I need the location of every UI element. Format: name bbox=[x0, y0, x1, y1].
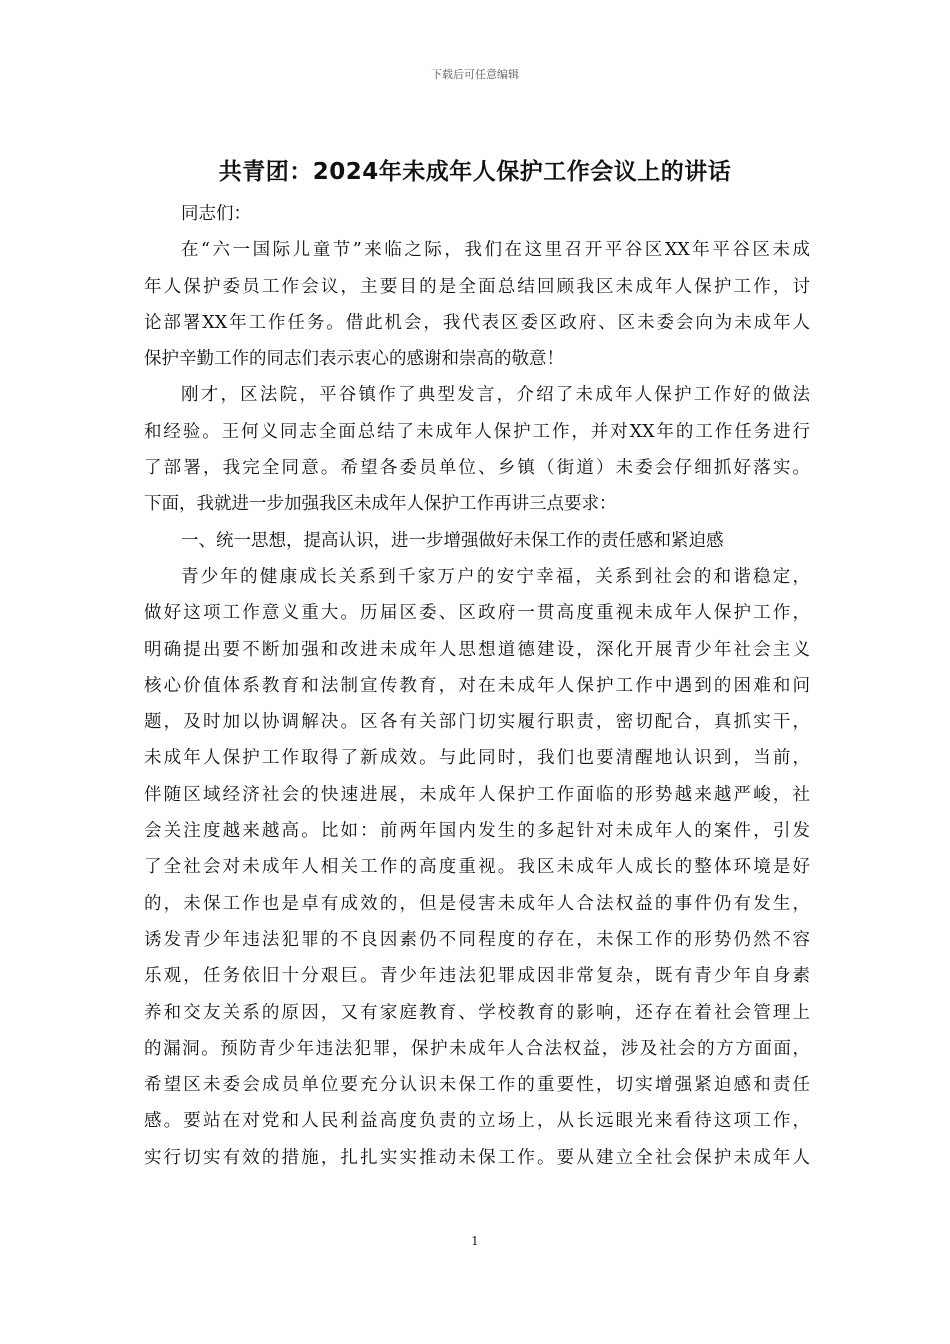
body-line: 了部署，我完全同意。希望各委员单位、乡镇（街道）未委会仔细抓好落实。 bbox=[144, 458, 810, 479]
document-title: 共青团：2024年未成年人保护工作会议上的讲话 bbox=[218, 159, 732, 185]
body-line: 青少年的健康成长关系到千家万户的安宁幸福，关系到社会的和谐稳定， bbox=[181, 566, 810, 587]
body-line: 在“六一国际儿童节”来临之际，我们在这里召开平谷区XX年平谷区未成 bbox=[181, 240, 810, 261]
body-line: 做好这项工作意义重大。历届区委、区政府一贯高度重视未成年人保护工作， bbox=[144, 603, 810, 624]
page-number: 1 bbox=[471, 1234, 479, 1248]
body-line: 和经验。王何义同志全面总结了未成年人保护工作，并对XX年的工作任务进行 bbox=[144, 421, 810, 442]
body-line: 感。要站在对党和人民利益高度负责的立场上，从长远眼光来看待这项工作， bbox=[144, 1111, 810, 1132]
body-line: 年人保护委员工作会议，主要目的是全面总结回顾我区未成年人保护工作，讨 bbox=[144, 276, 810, 297]
body-line: 下面，我就进一步加强我区未成年人保护工作再讲三点要求： bbox=[144, 494, 617, 515]
section-heading: 一、统一思想，提高认识，进一步增强做好未保工作的责任感和紧迫感 bbox=[181, 530, 724, 551]
salutation: 同志们： bbox=[181, 204, 251, 224]
body-line: 了全社会对未成年人相关工作的高度重视。我区未成年人成长的整体环境是好 bbox=[144, 857, 810, 878]
body-line: 诱发青少年违法犯罪的不良因素仍不同程度的存在，未保工作的形势仍然不容 bbox=[144, 929, 810, 950]
body-line: 未成年人保护工作取得了新成效。与此同时，我们也要清醒地认识到，当前， bbox=[144, 748, 810, 769]
body-line: 刚才，区法院，平谷镇作了典型发言，介绍了未成年人保护工作好的做法 bbox=[181, 385, 810, 406]
body-line: 希望区未委会成员单位要充分认识未保工作的重要性，切实增强紧迫感和责任 bbox=[144, 1075, 810, 1096]
body-line: 实行切实有效的措施，扎扎实实推动未保工作。要从建立全社会保护未成年人 bbox=[144, 1147, 810, 1168]
body-line: 养和交友关系的原因，又有家庭教育、学校教育的影响，还存在着社会管理上 bbox=[144, 1002, 810, 1023]
page-header: 下载后可任意编辑 bbox=[431, 68, 519, 81]
document-body bbox=[144, 196, 810, 1176]
body-line: 题，及时加以协调解决。区各有关部门切实履行职责，密切配合，真抓实干， bbox=[144, 712, 810, 733]
body-line: 的漏洞。预防青少年违法犯罪，保护未成年人合法权益，涉及社会的方方面面， bbox=[144, 1038, 810, 1059]
body-line: 的，未保工作也是卓有成效的，但是侵害未成年人合法权益的事件仍有发生， bbox=[144, 893, 810, 914]
body-line: 论部署XX年工作任务。借此机会，我代表区委区政府、区未委会向为未成年人 bbox=[144, 312, 810, 333]
body-line: 伴随区域经济社会的快速进展，未成年人保护工作面临的形势越来越严峻，社 bbox=[144, 784, 810, 805]
body-line: 保护辛勤工作的同志们表示衷心的感谢和崇高的敬意！ bbox=[144, 349, 564, 370]
body-line: 核心价值体系教育和法制宣传教育，对在未成年人保护工作中遇到的困难和问 bbox=[144, 675, 810, 696]
body-line: 乐观，任务依旧十分艰巨。青少年违法犯罪成因非常复杂，既有青少年自身素 bbox=[144, 966, 810, 987]
body-line: 会关注度越来越高。比如：前两年国内发生的多起针对未成年人的案件，引发 bbox=[144, 821, 810, 842]
body-line: 明确提出要不断加强和改进未成年人思想道德建设，深化开展青少年社会主义 bbox=[144, 639, 810, 660]
